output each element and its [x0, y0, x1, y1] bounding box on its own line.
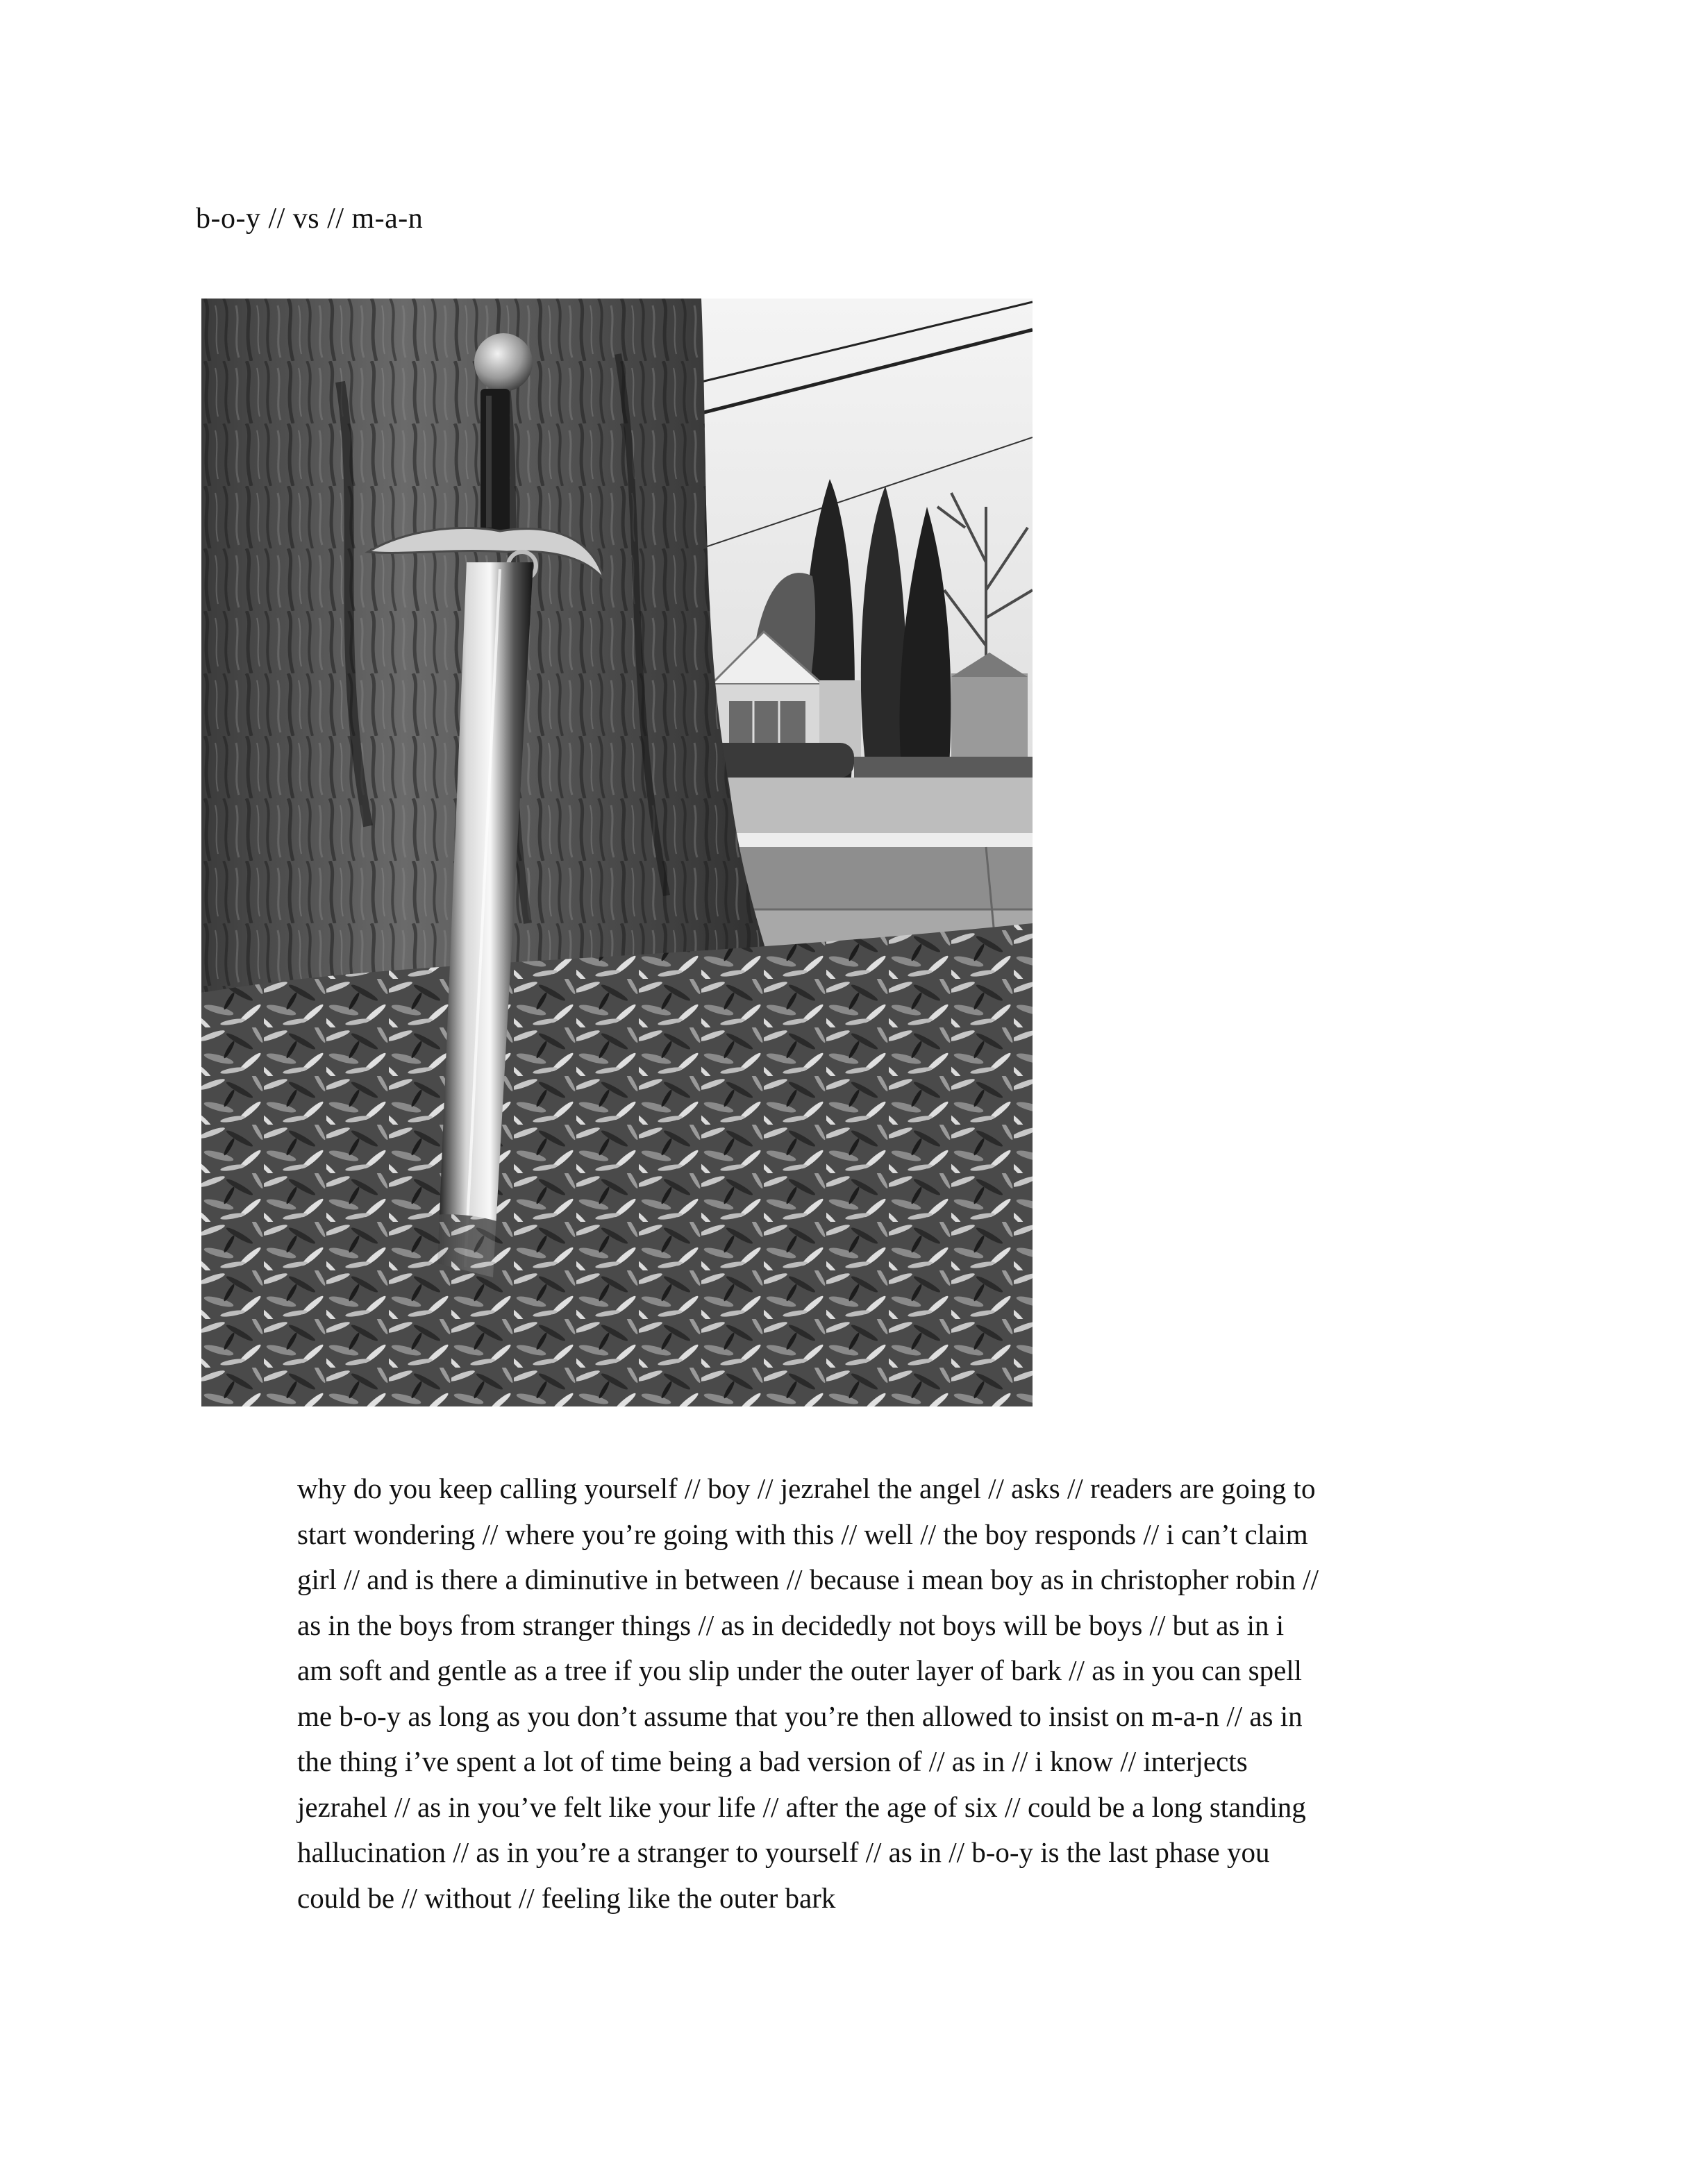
poem-line: as in the boys from stranger things // as in decidedly not boys will be boys // but as in i [297, 1608, 1285, 1641]
poem-line: why do you keep calling yourself // boy // jezrahel the angel // asks // readers are going to [297, 1472, 1316, 1504]
poem-text [297, 1466, 1491, 1921]
poem-line: start wondering // where you’re going with this // well // the boy responds // i can’t claim [297, 1518, 1308, 1550]
page-title: b-o-y // vs // m-a-n [196, 203, 424, 235]
poem-line: hallucination // as in you’re a stranger to yourself // as in // b-o-y is the last phase you [297, 1836, 1270, 1868]
poem-line: me b-o-y as long as you don’t assume that you’re then allowed to insist on m-a-n // as in [297, 1699, 1303, 1732]
poem-line: girl // and is there a diminutive in between // because i mean boy as in christopher robin // [297, 1563, 1319, 1595]
sword-tree-photo [201, 299, 1033, 1406]
poem-line: could be // without // feeling like the outer bark [297, 1881, 836, 1914]
sword-against-tree-photo-icon [201, 299, 1033, 1406]
poem-line: jezrahel // as in you’ve felt like your life // after the age of six // could be a long standing [297, 1790, 1306, 1823]
poem-line: the thing i’ve spent a lot of time being a bad version of // as in // i know // interjects [297, 1745, 1248, 1777]
poem-line: am soft and gentle as a tree if you slip under the outer layer of bark // as in you can spell [297, 1654, 1303, 1686]
